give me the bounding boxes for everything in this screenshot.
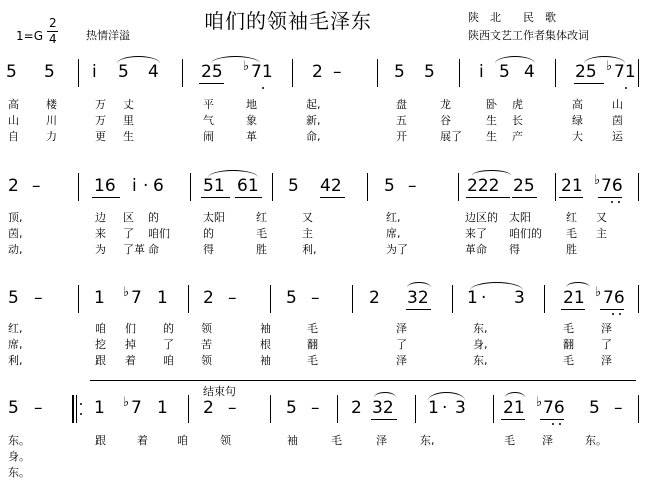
slur-arc xyxy=(117,56,160,71)
note: 5 xyxy=(6,62,17,82)
lyric-word: 翻 xyxy=(307,338,318,351)
lyric-word: 泽 xyxy=(601,322,612,335)
barline xyxy=(638,173,639,201)
lyric-word: 毛 xyxy=(331,434,342,447)
lyric-word: 胜 xyxy=(566,243,577,256)
beam-line xyxy=(600,309,624,310)
lyric-word: 龙 xyxy=(440,98,451,111)
note: ♭ xyxy=(123,285,130,300)
lyric-word: 跟 xyxy=(95,354,106,367)
note: 51 xyxy=(203,176,225,196)
slur-arc xyxy=(211,56,260,74)
lyric-word: 高 xyxy=(572,98,583,111)
lyric-word: 泽 xyxy=(601,354,612,367)
lyric-word: 了 xyxy=(601,338,612,351)
lyric-word: 利, xyxy=(302,243,317,256)
lyric-word: 区 xyxy=(123,211,134,224)
note: ♭ xyxy=(243,59,250,74)
note: 71 xyxy=(614,62,636,82)
note: 71 xyxy=(251,62,273,82)
beam-line xyxy=(320,197,345,198)
lyric-word: 茵 xyxy=(612,114,623,127)
slur-arc xyxy=(495,56,535,71)
note: i xyxy=(479,62,484,82)
note: 4 xyxy=(148,62,159,82)
note: 3 xyxy=(455,398,466,418)
note: 32 xyxy=(372,398,394,418)
lyric-word: 气 xyxy=(203,114,214,127)
note: 5 xyxy=(384,176,395,196)
slur-arc xyxy=(472,170,511,181)
note: – xyxy=(408,176,417,196)
lyric-word: 泽 xyxy=(396,354,407,367)
note: 1 xyxy=(157,398,168,418)
note: 25 xyxy=(201,62,223,82)
lyric-word: 跟 xyxy=(95,434,106,447)
lyric-word: 得 xyxy=(509,243,520,256)
slur-arc xyxy=(505,392,525,403)
note: i xyxy=(92,62,97,82)
barline xyxy=(188,395,189,423)
time-signature-bottom: 4 xyxy=(49,32,57,46)
beam-line xyxy=(512,197,537,198)
note: – xyxy=(311,288,320,308)
lyric-word: 毛 xyxy=(563,354,574,367)
lyric-word: 运 xyxy=(612,130,623,143)
barline xyxy=(270,395,271,423)
note: · xyxy=(442,398,448,418)
lyric-word: 生 xyxy=(486,130,497,143)
note: 5 xyxy=(424,62,435,82)
note: · xyxy=(481,288,487,308)
note: 1 xyxy=(157,288,168,308)
note: 2 xyxy=(312,62,323,82)
lyric-word: 毛 xyxy=(256,227,267,240)
barline xyxy=(78,59,79,87)
barline xyxy=(182,59,183,87)
lyric-word: 太阳 xyxy=(509,211,531,224)
lyric-word: 咱 xyxy=(95,322,106,335)
note: 2 xyxy=(8,176,19,196)
slur-arc xyxy=(407,282,431,293)
lyric-word: 东。 xyxy=(8,434,30,447)
note: 7 xyxy=(131,288,142,308)
lyric-word: 毛 xyxy=(566,227,577,240)
lyric-word: 长 xyxy=(512,114,523,127)
lyric-credit: 陕西文艺工作者集体改词 xyxy=(468,29,589,42)
barline xyxy=(78,173,79,201)
lyric-word: 边区的 xyxy=(465,211,498,224)
lyric-word: 红 xyxy=(566,211,577,224)
lyric-word: 平 xyxy=(203,98,214,111)
note: 76 xyxy=(543,398,565,418)
lyric-word: 生 xyxy=(486,114,497,127)
ending-bracket-line xyxy=(90,380,636,381)
lyric-word: 万 xyxy=(95,98,106,111)
lyric-word: 丈 xyxy=(123,98,134,111)
beam-line xyxy=(561,309,585,310)
beam-line xyxy=(466,197,510,198)
lyric-word: 更 xyxy=(95,130,106,143)
lyric-word: 红, xyxy=(8,322,23,335)
octave-dot-low xyxy=(618,201,620,203)
lyric-word: 为了 xyxy=(386,243,408,256)
note: 222 xyxy=(467,176,500,196)
lyric-word: 又 xyxy=(596,211,607,224)
note: 1 xyxy=(467,288,478,308)
lyric-word: 了 xyxy=(123,227,134,240)
barline xyxy=(78,285,79,313)
note: 1 xyxy=(428,398,439,418)
note: 5 xyxy=(44,62,55,82)
beam-line xyxy=(406,309,431,310)
note: ♭ xyxy=(123,395,130,410)
lyric-word: 象 xyxy=(246,114,257,127)
beam-line xyxy=(371,419,397,420)
lyric-word: 东, xyxy=(420,434,435,447)
lyric-word: 地 xyxy=(246,98,257,111)
slur-arc xyxy=(208,170,258,185)
repeat-dot xyxy=(80,413,82,415)
lyric-word: 高 xyxy=(8,98,19,111)
lyric-word: 翻 xyxy=(563,338,574,351)
lyric-word: 太阳 xyxy=(203,211,225,224)
beam-line xyxy=(559,197,583,198)
lyric-word: 红 xyxy=(256,211,267,224)
slur-arc xyxy=(584,56,625,74)
note: ♭ xyxy=(595,285,602,300)
lyric-word: 得 xyxy=(203,243,214,256)
lyric-word: 胜 xyxy=(256,243,267,256)
lyric-word: 席, xyxy=(8,338,23,351)
barline xyxy=(555,59,556,87)
note: 25 xyxy=(513,176,535,196)
note: – xyxy=(228,288,237,308)
lyric-word: 动, xyxy=(8,243,23,256)
note: 6 xyxy=(153,176,164,196)
lyric-word: 咱们 xyxy=(148,227,170,240)
barline xyxy=(638,285,639,313)
note: 5 xyxy=(286,398,297,418)
note: 1 xyxy=(94,288,105,308)
lyric-word: 边 xyxy=(95,211,106,224)
lyric-word: 命, xyxy=(306,130,321,143)
lyric-word: 毛 xyxy=(563,322,574,335)
beam-line xyxy=(201,197,230,198)
note: 5 xyxy=(8,398,19,418)
beam-line xyxy=(501,419,525,420)
note: 5 xyxy=(8,288,19,308)
beam-line xyxy=(540,419,564,420)
lyric-word: 山 xyxy=(8,114,19,127)
lyric-word: 泽 xyxy=(376,434,387,447)
lyric-word: 又 xyxy=(302,211,313,224)
barline xyxy=(638,395,639,423)
lyric-word: 万 xyxy=(95,114,106,127)
lyric-word: 身, xyxy=(473,338,488,351)
note: 76 xyxy=(601,176,623,196)
lyric-word: 领 xyxy=(201,354,212,367)
lyric-word: 了 xyxy=(396,338,407,351)
note: ♭ xyxy=(594,173,601,188)
note: 2 xyxy=(351,398,362,418)
lyric-word: 茵, xyxy=(8,227,23,240)
note: – xyxy=(34,398,43,418)
note: – xyxy=(333,62,342,82)
barline xyxy=(458,173,459,201)
note: 61 xyxy=(237,176,259,196)
lyric-word: 盘 xyxy=(396,98,407,111)
lyric-word: 产 xyxy=(512,130,523,143)
barline xyxy=(377,59,378,87)
lyric-word: 东。 xyxy=(8,466,30,479)
lyric-word: 自 xyxy=(8,130,19,143)
octave-dot-low xyxy=(559,423,561,425)
note: 42 xyxy=(320,176,342,196)
lyric-word: 泽 xyxy=(542,434,553,447)
lyric-word: 着 xyxy=(137,434,148,447)
barline xyxy=(270,285,271,313)
lyric-word: 着 xyxy=(125,354,136,367)
note: ♭ xyxy=(536,395,543,410)
lyric-word: 咱 xyxy=(163,354,174,367)
lyric-word: 领 xyxy=(201,322,212,335)
beam-line xyxy=(199,83,224,84)
note: 2 xyxy=(203,398,214,418)
note: 2 xyxy=(203,288,214,308)
lyric-word: 泽 xyxy=(396,322,407,335)
octave-dot-low xyxy=(625,87,627,89)
note: 5 xyxy=(286,288,297,308)
note: 16 xyxy=(94,176,116,196)
barline xyxy=(367,173,368,201)
barline xyxy=(493,395,494,423)
lyric-word: 闹 xyxy=(203,130,214,143)
lyric-word: 咱们的 xyxy=(509,227,542,240)
lyric-word: 主 xyxy=(302,227,313,240)
lyric-word: 东。 xyxy=(585,434,607,447)
lyric-word: 们 xyxy=(125,322,136,335)
lyric-word: 袖 xyxy=(260,354,271,367)
beam-line xyxy=(92,197,120,198)
lyric-word: 袖 xyxy=(260,322,271,335)
lyric-word: 毛 xyxy=(307,354,318,367)
lyric-word: 的 xyxy=(148,211,159,224)
repeat-dot xyxy=(80,403,82,405)
lyric-word: 东, xyxy=(473,354,488,367)
song-origin: 陕 北 民 歌 xyxy=(468,11,556,24)
note: 5 xyxy=(118,62,129,82)
slur-arc xyxy=(470,282,523,299)
note: 5 xyxy=(394,62,405,82)
lyric-word: 利, xyxy=(8,354,23,367)
note: ♭ xyxy=(606,59,613,74)
lyric-word: 五 xyxy=(396,114,407,127)
lyric-word: 虎 xyxy=(512,98,523,111)
octave-dot-low xyxy=(262,87,264,89)
note: 5 xyxy=(288,176,299,196)
lyric-word: 袖 xyxy=(287,434,298,447)
lyric-word: 川 xyxy=(46,114,57,127)
slur-arc xyxy=(374,392,396,403)
note: – xyxy=(311,398,320,418)
lyric-word: 领 xyxy=(220,434,231,447)
barline xyxy=(415,395,416,423)
lyric-word: 的 xyxy=(163,322,174,335)
barline xyxy=(188,285,189,313)
lyric-word: 苦 xyxy=(201,338,212,351)
lyric-word: 大 xyxy=(572,130,583,143)
lyric-word: 山 xyxy=(612,98,623,111)
lyric-word: 掉 xyxy=(125,338,136,351)
note: 25 xyxy=(575,62,597,82)
lyric-word: 谷 xyxy=(440,114,451,127)
barline xyxy=(190,173,191,201)
note: 2 xyxy=(369,288,380,308)
note: – xyxy=(32,176,41,196)
key-signature: 1=G xyxy=(16,29,43,43)
lyric-word: 了革 xyxy=(123,243,145,256)
lyric-word: 主 xyxy=(596,227,607,240)
lyric-word: 根 xyxy=(260,338,271,351)
lyric-word: 新, xyxy=(306,114,321,127)
lyric-word: 为 xyxy=(95,243,106,256)
octave-dot-low xyxy=(612,313,614,315)
time-signature-top: 2 xyxy=(49,16,57,30)
note: · xyxy=(143,176,149,196)
tempo-marking: 热情洋溢 xyxy=(86,29,130,42)
barline xyxy=(459,59,460,87)
note: 76 xyxy=(603,288,625,308)
octave-dot-low xyxy=(552,423,554,425)
beam-line xyxy=(235,197,262,198)
lyric-word: 了 xyxy=(163,338,174,351)
lyric-word: 毛 xyxy=(307,322,318,335)
lyric-word: 起, xyxy=(306,98,321,111)
note: 5 xyxy=(499,62,510,82)
lyric-word: 东, xyxy=(473,322,488,335)
lyric-word: 顶, xyxy=(8,211,23,224)
lyric-word: 的 xyxy=(203,227,214,240)
note: 5 xyxy=(589,398,600,418)
ending-label: 结束句 xyxy=(203,385,236,398)
barline xyxy=(452,285,453,313)
lyric-word: 红, xyxy=(386,211,401,224)
lyric-word: 挖 xyxy=(95,338,106,351)
lyric-word: 咱 xyxy=(177,434,188,447)
lyric-word: 展了 xyxy=(440,130,462,143)
note: 4 xyxy=(524,62,535,82)
barline xyxy=(337,395,338,423)
lyric-word: 卧 xyxy=(486,98,497,111)
note: 32 xyxy=(407,288,429,308)
lyric-word: 生 xyxy=(123,130,134,143)
note: i xyxy=(132,176,137,196)
note: – xyxy=(614,398,623,418)
lyric-word: 革命 xyxy=(465,243,487,256)
note: 21 xyxy=(503,398,525,418)
note: 7 xyxy=(131,398,142,418)
lyric-word: 来 xyxy=(95,227,106,240)
lyric-word: 席, xyxy=(386,227,401,240)
lyric-word: 命 xyxy=(148,243,159,256)
lyric-word: 开 xyxy=(396,130,407,143)
barline xyxy=(555,173,556,201)
barline xyxy=(638,59,639,87)
beam-line xyxy=(574,83,604,84)
repeat-barline xyxy=(72,395,74,423)
song-title: 咱们的领袖毛泽东 xyxy=(204,9,372,33)
note: 21 xyxy=(563,288,585,308)
lyric-word: 来了 xyxy=(465,227,487,240)
lyric-word: 绿 xyxy=(572,114,583,127)
lyric-word: 里 xyxy=(123,114,134,127)
octave-dot-low xyxy=(611,201,613,203)
barline xyxy=(544,285,545,313)
barline xyxy=(76,395,77,423)
lyric-word: 力 xyxy=(46,130,57,143)
note: 21 xyxy=(561,176,583,196)
slur-arc xyxy=(428,392,465,409)
barline xyxy=(292,59,293,87)
barline xyxy=(272,173,273,201)
slur-arc xyxy=(566,282,590,293)
barline xyxy=(352,285,353,313)
note: – xyxy=(228,398,237,418)
beam-line xyxy=(598,197,622,198)
note: 3 xyxy=(514,288,525,308)
lyric-word: 毛 xyxy=(504,434,515,447)
note: 1 xyxy=(94,398,105,418)
lyric-word: 楼 xyxy=(46,98,57,111)
lyric-word: 身。 xyxy=(8,450,30,463)
lyric-word: 革 xyxy=(246,130,257,143)
note: – xyxy=(34,288,43,308)
octave-dot-low xyxy=(619,313,621,315)
